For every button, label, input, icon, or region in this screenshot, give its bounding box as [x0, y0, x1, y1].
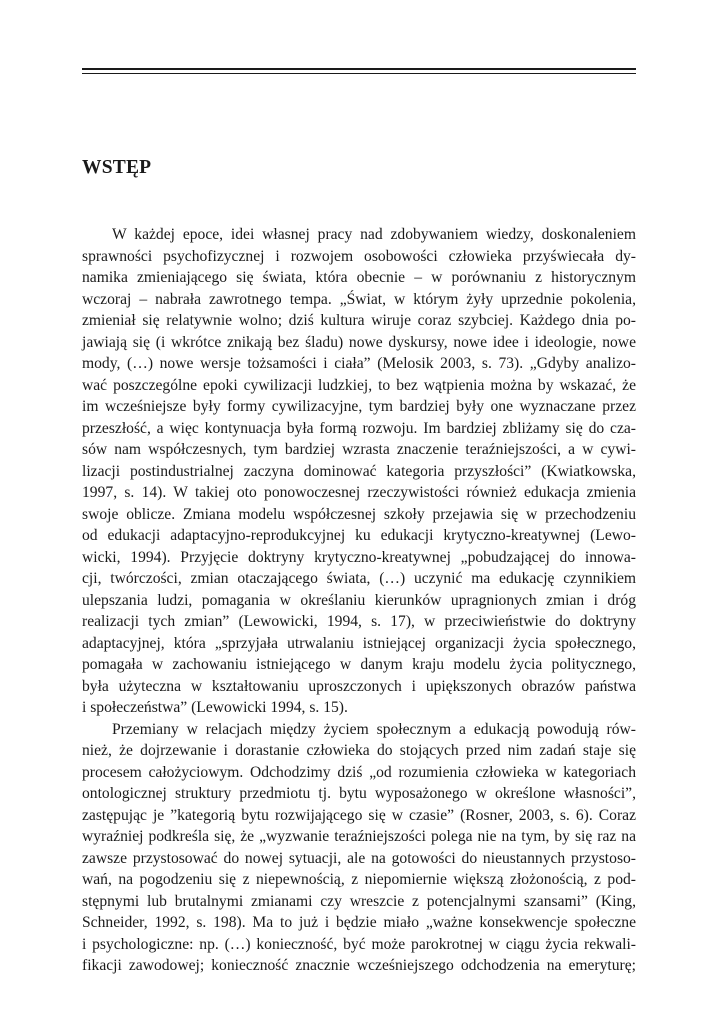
text-line: wczoraj – nabrała zawrotnego tempa. „Świat, w którym żyły uprzednie pokolenia,: [82, 290, 636, 308]
text-line: 1997, s. 14). W takiej oto ponowoczesnej rzeczywistości również edukacja zmienia: [82, 484, 636, 501]
text-line: realizacji tych zmian” (Lewowicki, 1994, s. 17), w przeciwieństwie do doktryny: [82, 613, 636, 630]
text-line: lizacji postindustrialnej zaczyna dominować kategoria przyszłości” (Kwiatkowska,: [82, 462, 636, 480]
text-line: namika zmieniającego się świata, która obecnie – w porównaniu z historycznym: [82, 269, 636, 286]
text-line: Schneider, 1992, s. 198). Ma to już i będzie miało „ważne konsekwencje społeczne: [82, 914, 636, 931]
text-line: swoje oblicze. Zmiana modelu współczesnej szkoły przejawia się w przechodzeniu: [82, 505, 636, 523]
text-line: stępnymi lub brutalnymi zmianami czy wreszcie z potencjalnymi szansami” (King,: [82, 892, 636, 910]
text-line: mody, (…) nowe wersje tożsamości i ciała” (Melosik 2003, s. 73). „Gdyby analizo-: [82, 355, 636, 372]
text-line: była użyteczna w kształtowaniu uproszczonych i upiększonych obrazów państwa: [82, 677, 636, 695]
text-line: sprawności psychofizycznej i rozwojem osobowości człowieka przyświecała dy-: [82, 247, 636, 265]
text-line: fikacji zawodowej; konieczność znacznie wcześniejszego odchodzenia na emeryturę;: [82, 957, 636, 974]
text-line: W każdej epoce, idei własnej pracy nad zdobywaniem wiedzy, doskonaleniem: [112, 226, 636, 243]
text-line: wań, na pogodzeniu się z niepewnością, z niepomiernie większą złożonością, z pod-: [82, 871, 636, 888]
text-line: jawiają się (i wkrótce znikają bez śladu) nowe dyskursy, nowe idee i ideologie, nowe: [82, 333, 636, 351]
text-line: pomagała w zachowaniu istniejącego w danym kraju modelu życia politycznego,: [82, 656, 636, 673]
text-line: adaptacyjnej, która „sprzyjała utrwalaniu istniejącej organizacji życia społecznego,: [82, 634, 636, 652]
text-line: im wcześniejsze były formy cywilizacyjne, tym bardziej były one wyznaczane przez: [82, 398, 636, 415]
text-line: i społeczeństwa” (Lewowicki 1994, s. 15).: [82, 699, 348, 716]
text-line: ulepszania ludzi, pomagania w określaniu kierunków upragnionych zmian i dróg: [82, 591, 636, 609]
top-rule-thick: [82, 68, 636, 70]
text-line: Przemiany w relacjach między życiem społecznym a edukacją powodują rów-: [112, 720, 636, 738]
text-line: wyraźniej podkreśla się, że „wyzwanie teraźniejszości polega nie na tym, by się raz na: [82, 828, 636, 845]
top-rule-thin: [82, 73, 636, 74]
text-line: cji, twórczości, zmian otaczającego świata, (…) uczynić ma edukację czynnikiem: [82, 570, 636, 587]
text-line: zastępując je ”kategorią bytu rozwijającego się w czasie” (Rosner, 2003, s. 6). Coraz: [82, 806, 636, 824]
text-line: zmieniał się relatywnie wolno; dziś kultura wiruje coraz szybciej. Każdego dnia po-: [82, 312, 636, 329]
chapter-heading: WSTĘP: [82, 157, 152, 178]
text-line: procesem całożyciowym. Odchodzimy dziś „od rozumienia człowieka w kategoriach: [82, 763, 636, 781]
text-line: i psychologiczne: np. (…) konieczność, być może parokrotnej w ciągu życia rekwali-: [82, 935, 636, 953]
text-line: ontologicznej struktury przedmiotu tj. bytu wyposażonego w określone własności”,: [82, 785, 636, 802]
text-line: sów nam współczesnych, tym bardziej wzrasta znaczenie teraźniejszości, a w cywi-: [82, 441, 636, 458]
text-line: wicki, 1994). Przyjęcie doktryny krytyczno-kreatywnej „pobudzającej do innowa-: [82, 548, 636, 566]
text-line: wać poszczególne epoki cywilizacji ludzkiej, to bez wątpienia można by wskazać, że: [82, 376, 636, 394]
text-line: od edukacji adaptacyjno-reprodukcyjnej ku edukacji krytyczno-kreatywnej (Lewo-: [82, 527, 636, 544]
body-text: [82, 224, 636, 977]
text-line: nież, że dojrzewanie i dorastanie człowieka do stojących przed nim zadań staje się: [82, 742, 636, 759]
text-line: przeszłość, a więc kontynuacja była formą rozwoju. Im bardziej zbliżamy się do cza-: [82, 419, 636, 437]
text-line: zawsze przystosować do nowej sytuacji, ale na gotowości do nieustannych przystoso-: [82, 849, 636, 867]
